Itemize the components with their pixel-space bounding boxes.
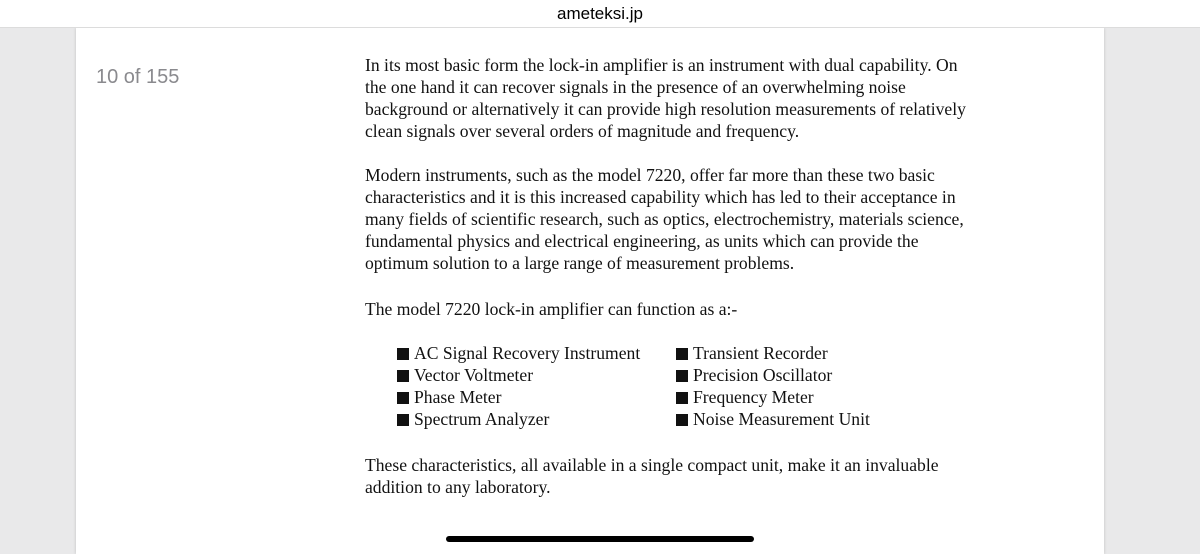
list-item-label: Transient Recorder bbox=[693, 343, 828, 363]
list-item bbox=[397, 408, 676, 430]
document-page bbox=[76, 28, 1104, 554]
list-item bbox=[397, 386, 676, 408]
closing-paragraph bbox=[365, 454, 939, 498]
text-line: addition to any laboratory. bbox=[365, 477, 551, 497]
square-bullet-icon bbox=[397, 392, 409, 404]
text-line: The model 7220 lock-in amplifier can function as a:- bbox=[365, 299, 738, 319]
document-viewer[interactable] bbox=[0, 28, 1200, 554]
text-line: These characteristics, all available in a single compact unit, make it an invaluable bbox=[365, 455, 939, 475]
home-indicator[interactable] bbox=[446, 536, 754, 542]
browser-address-bar[interactable] bbox=[0, 0, 1200, 28]
square-bullet-icon bbox=[676, 392, 688, 404]
list-item-label: Noise Measurement Unit bbox=[693, 409, 870, 429]
list-item bbox=[676, 364, 870, 386]
text-line: In its most basic form the lock-in amplifier is an instrument with dual capability. On bbox=[365, 55, 958, 75]
square-bullet-icon bbox=[676, 348, 688, 360]
list-item-label: Phase Meter bbox=[414, 387, 502, 407]
square-bullet-icon bbox=[397, 348, 409, 360]
list-item bbox=[397, 342, 676, 364]
list-item bbox=[676, 386, 870, 408]
capabilities-paragraph bbox=[365, 164, 964, 274]
square-bullet-icon bbox=[676, 370, 688, 382]
list-item-label: Spectrum Analyzer bbox=[414, 409, 550, 429]
list-item-label: AC Signal Recovery Instrument bbox=[414, 343, 641, 363]
function-intro-paragraph bbox=[365, 298, 737, 320]
square-bullet-icon bbox=[397, 370, 409, 382]
list-item-label: Frequency Meter bbox=[693, 387, 814, 407]
function-list-left bbox=[397, 342, 676, 430]
text-line: clean signals over several orders of magnitude and frequency. bbox=[365, 121, 800, 141]
function-list-right bbox=[676, 342, 870, 430]
text-line: characteristics and it is this increased capability which has led to their acceptance in bbox=[365, 187, 956, 207]
square-bullet-icon bbox=[676, 414, 688, 426]
intro-paragraph bbox=[365, 54, 966, 142]
list-item bbox=[397, 364, 676, 386]
text-line: background or alternatively it can provide high resolution measurements of relatively bbox=[365, 99, 966, 119]
site-domain[interactable]: ameteksi.jp bbox=[557, 4, 643, 23]
list-item bbox=[676, 408, 870, 430]
function-list bbox=[397, 342, 870, 430]
square-bullet-icon bbox=[397, 414, 409, 426]
text-line: many fields of scientific research, such as optics, electrochemistry, materials science, bbox=[365, 209, 964, 229]
text-line: optimum solution to a large range of measurement problems. bbox=[365, 253, 795, 273]
page-counter: 10 of 155 bbox=[96, 66, 180, 88]
list-item bbox=[676, 342, 870, 364]
text-line: the one hand it can recover signals in the presence of an overwhelming noise bbox=[365, 77, 906, 97]
text-line: fundamental physics and electrical engineering, as units which can provide the bbox=[365, 231, 919, 251]
text-line: Modern instruments, such as the model 7220, offer far more than these two basic bbox=[365, 165, 935, 185]
list-item-label: Precision Oscillator bbox=[693, 365, 833, 385]
list-item-label: Vector Voltmeter bbox=[414, 365, 534, 385]
